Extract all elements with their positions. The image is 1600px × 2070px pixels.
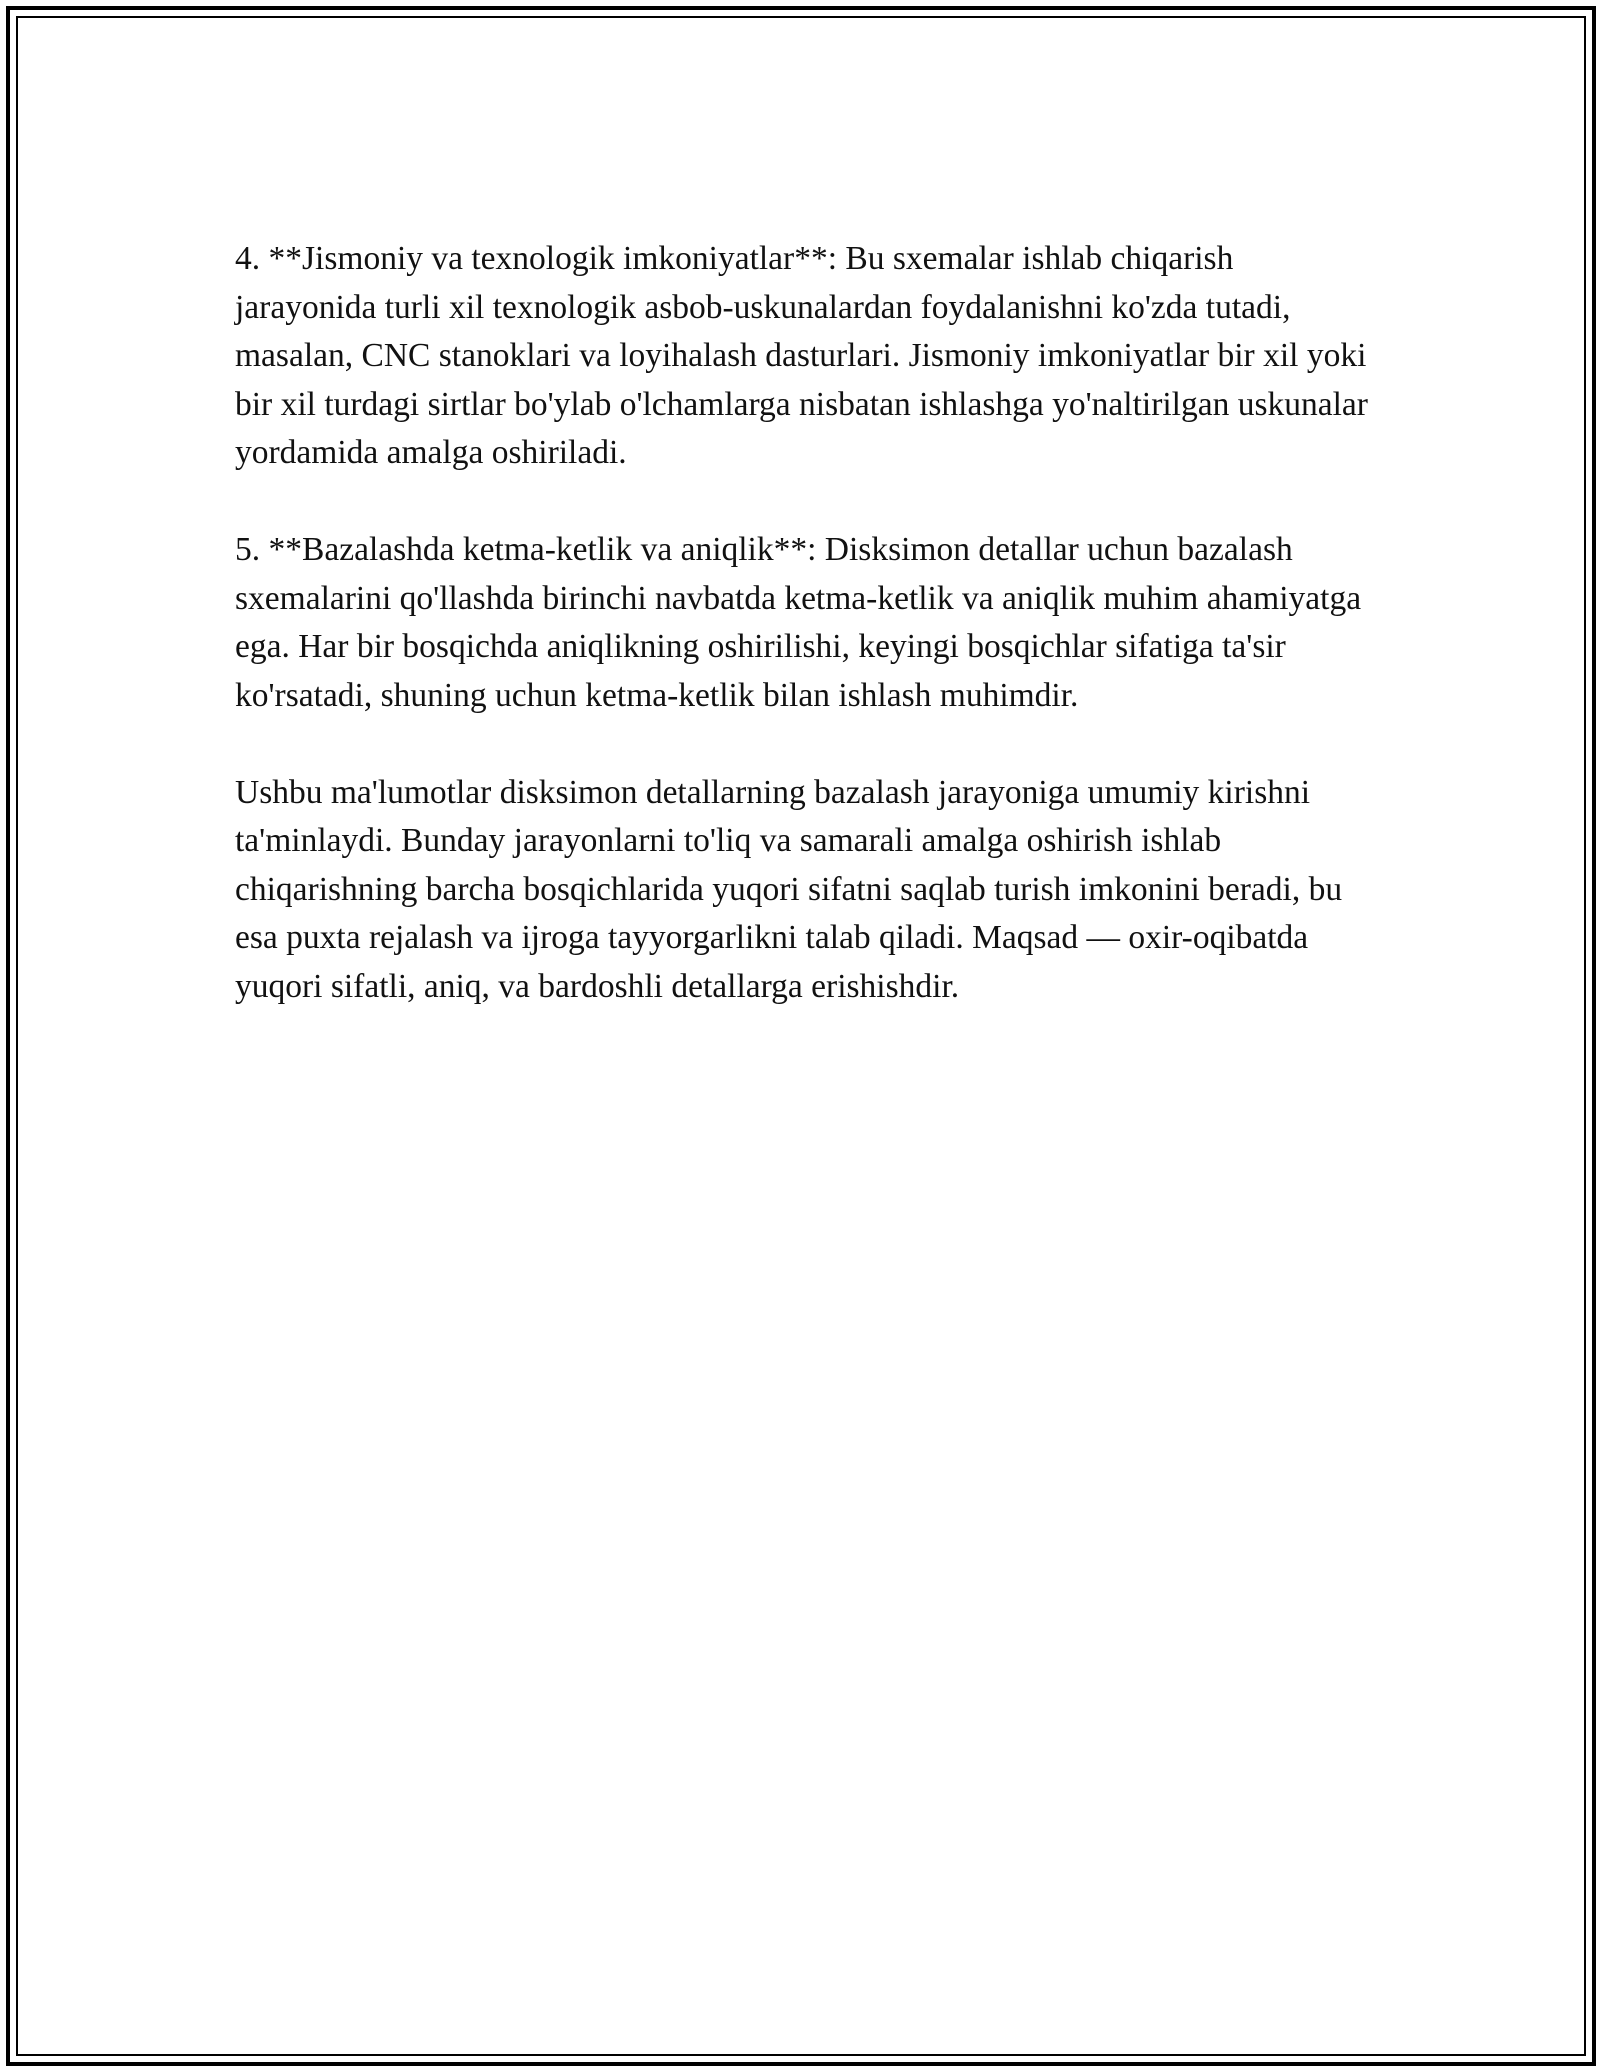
paragraph-conclusion: Ushbu ma'lumotlar disksimon detallarning bazalash jarayoniga umumiy kirishni ta'minlaydi. Bunday jarayonlarni to'liq va samarali amalga oshirish ishlab chiqarishning barcha bosqichlarida yuqori sifatni saqlab turish imkonini beradi, bu esa puxta rejalash va ijroga tayyorgarlikni talab qiladi. Maqsad — oxir-oqibatda yuqori sifatli, aniq, va bardoshli detallarga erishishdir. <box>235 773 1343 1005</box>
paragraph-item-4: 4. **Jismoniy va texnologik imkoniyatlar**: Bu sxemalar ishlab chiqarish jarayonida turli xil texnologik asbob-uskunalardan foydalanishni ko'zda tutadi, masalan, CNC stanoklari va loyihalash dasturlari. Jismoniy imkoniyatlar bir xil yoki bir xil turdagi sirtlar bo'ylab o'lchamlarga nisbatan ishlashga yo'naltirilgan uskunalar yordamida amalga oshiriladi. <box>235 240 1368 471</box>
paragraph-item-5: 5. **Bazalashda ketma-ketlik va aniqlik**: Disksimon detallar uchun bazalash sxemalarini qo'llashda birinchi navbatda ketma-ketlik va aniqlik muhim ahamiyatga ega. Har bir bosqichda aniqlikning oshirilishi, keyingi bosqichlar sifatiga ta'sir ko'rsatadi, shuning uchun ketma-ketlik bilan ishlash muhimdir. <box>235 531 1362 714</box>
document-body <box>235 235 1370 1060</box>
